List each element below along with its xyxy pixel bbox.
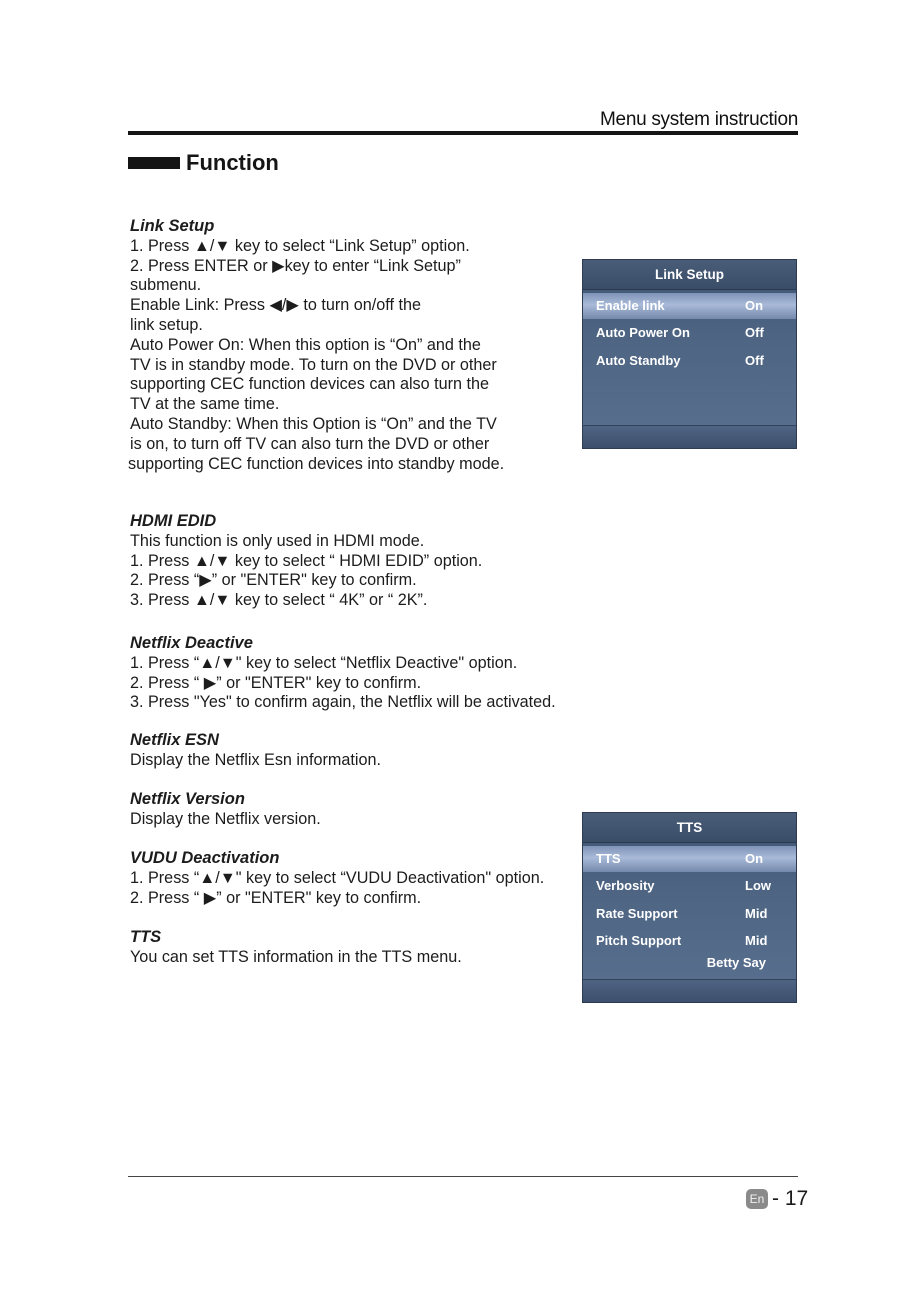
link-setup-line: link setup. [130,315,203,334]
page-number: - 17 [772,1187,809,1210]
menu-row-value: On [745,298,764,313]
tts-menu-title: TTS [583,813,796,843]
netflix-esn-heading: Netflix ESN [130,731,219,749]
tts-section [130,928,600,968]
menu-row-auto-standby[interactable] [583,347,796,375]
link-setup-menu-panel [582,259,797,449]
link-setup-section [130,217,600,474]
tts-menu-panel [582,812,797,1003]
hdmi-edid-heading: HDMI EDID [130,512,217,530]
menu-row-value: On [745,851,764,866]
menu-row-enable-link[interactable] [583,293,796,319]
hdmi-edid-section [130,512,600,611]
vudu-section [130,849,600,908]
vudu-heading: VUDU Deactivation [130,849,280,867]
menu-row-value: Low [745,878,771,893]
hdmi-edid-line: This function is only used in HDMI mode. [130,531,425,550]
hdmi-edid-line: 3. Press ▲/▼ key to select “ 4K” or “ 2K”. [130,591,428,610]
menu-row-tts[interactable] [583,846,796,872]
menu-row-label: Auto Power On [596,325,690,340]
link-setup-menu-title: Link Setup [583,260,796,290]
menu-row-value: Off [745,352,764,368]
netflix-esn-line: Display the Netflix Esn information. [130,750,382,769]
menu-row-pitch-support[interactable] [583,927,796,955]
link-setup-line: 1. Press ▲/▼ key to select “Link Setup” option. [130,236,470,255]
footer-rule [128,1176,798,1177]
section-marker-bar [128,157,180,169]
link-setup-line: 2. Press ENTER or ▶key to enter “Link Setup” [130,256,461,275]
tts-voice-label: Betty Say [706,955,766,970]
menu-footer-bar [583,979,796,1002]
link-setup-line: supporting CEC function devices can also turn the [130,375,490,394]
menu-row-label: Auto Standby [596,352,681,368]
netflix-version-line: Display the Netflix version. [130,809,321,828]
header-rule [128,131,798,135]
netflix-version-heading: Netflix Version [130,790,245,808]
link-setup-line: TV is in standby mode. To turn on the DVD or other [130,355,497,374]
link-setup-line: TV at the same time. [130,395,280,414]
tts-heading: TTS [130,928,162,946]
menu-row-value: Mid [745,933,768,948]
menu-row-label: Rate Support [596,905,678,921]
hdmi-edid-line: 2. Press “▶” or "ENTER" key to confirm. [130,571,417,590]
section-title: Function [186,150,279,175]
hdmi-edid-line: 1. Press ▲/▼ key to select “ HDMI EDID” option. [130,551,483,570]
netflix-deactive-line: 2. Press “ ▶” or "ENTER" key to confirm. [130,673,422,692]
menu-row-rate-support[interactable] [583,900,796,928]
menu-row-label: TTS [596,851,621,866]
link-setup-line: Auto Standby: When this Option is “On” and the TV [130,414,497,433]
netflix-deactive-line: 3. Press "Yes" to confirm again, the Netflix will be activated. [130,693,556,712]
menu-row-label: Pitch Support [596,933,682,948]
vudu-line: 1. Press “▲/▼" key to select “VUDU Deactivation" option. [130,868,545,887]
link-setup-line: submenu. [130,276,202,295]
netflix-deactive-section [130,634,600,713]
menu-row-verbosity[interactable] [583,872,796,900]
menu-row-label: Verbosity [596,878,655,893]
menu-row-value: Off [745,325,764,340]
language-badge: En [746,1189,768,1209]
link-setup-line: supporting CEC function devices into standby mode. [128,454,505,473]
link-setup-line: Enable Link: Press ◀/▶ to turn on/off the [130,296,421,315]
menu-footer-bar [583,425,796,448]
tts-line: You can set TTS information in the TTS menu. [130,947,462,966]
netflix-version-section [130,790,600,830]
netflix-esn-section [130,731,600,771]
menu-row-auto-power-on[interactable] [583,319,796,347]
link-setup-line: is on, to turn off TV can also turn the DVD or other [130,434,490,453]
link-setup-heading: Link Setup [130,217,215,235]
netflix-deactive-heading: Netflix Deactive [130,634,253,652]
menu-row-value: Mid [745,905,768,921]
page-header-title: Menu system instruction [600,109,798,130]
link-setup-line: Auto Power On: When this option is “On” and the [130,335,481,354]
vudu-line: 2. Press “ ▶” or "ENTER" key to confirm. [130,888,422,907]
menu-row-label: Enable link [596,298,665,313]
netflix-deactive-line: 1. Press “▲/▼" key to select “Netflix Deactive" option. [130,653,518,672]
